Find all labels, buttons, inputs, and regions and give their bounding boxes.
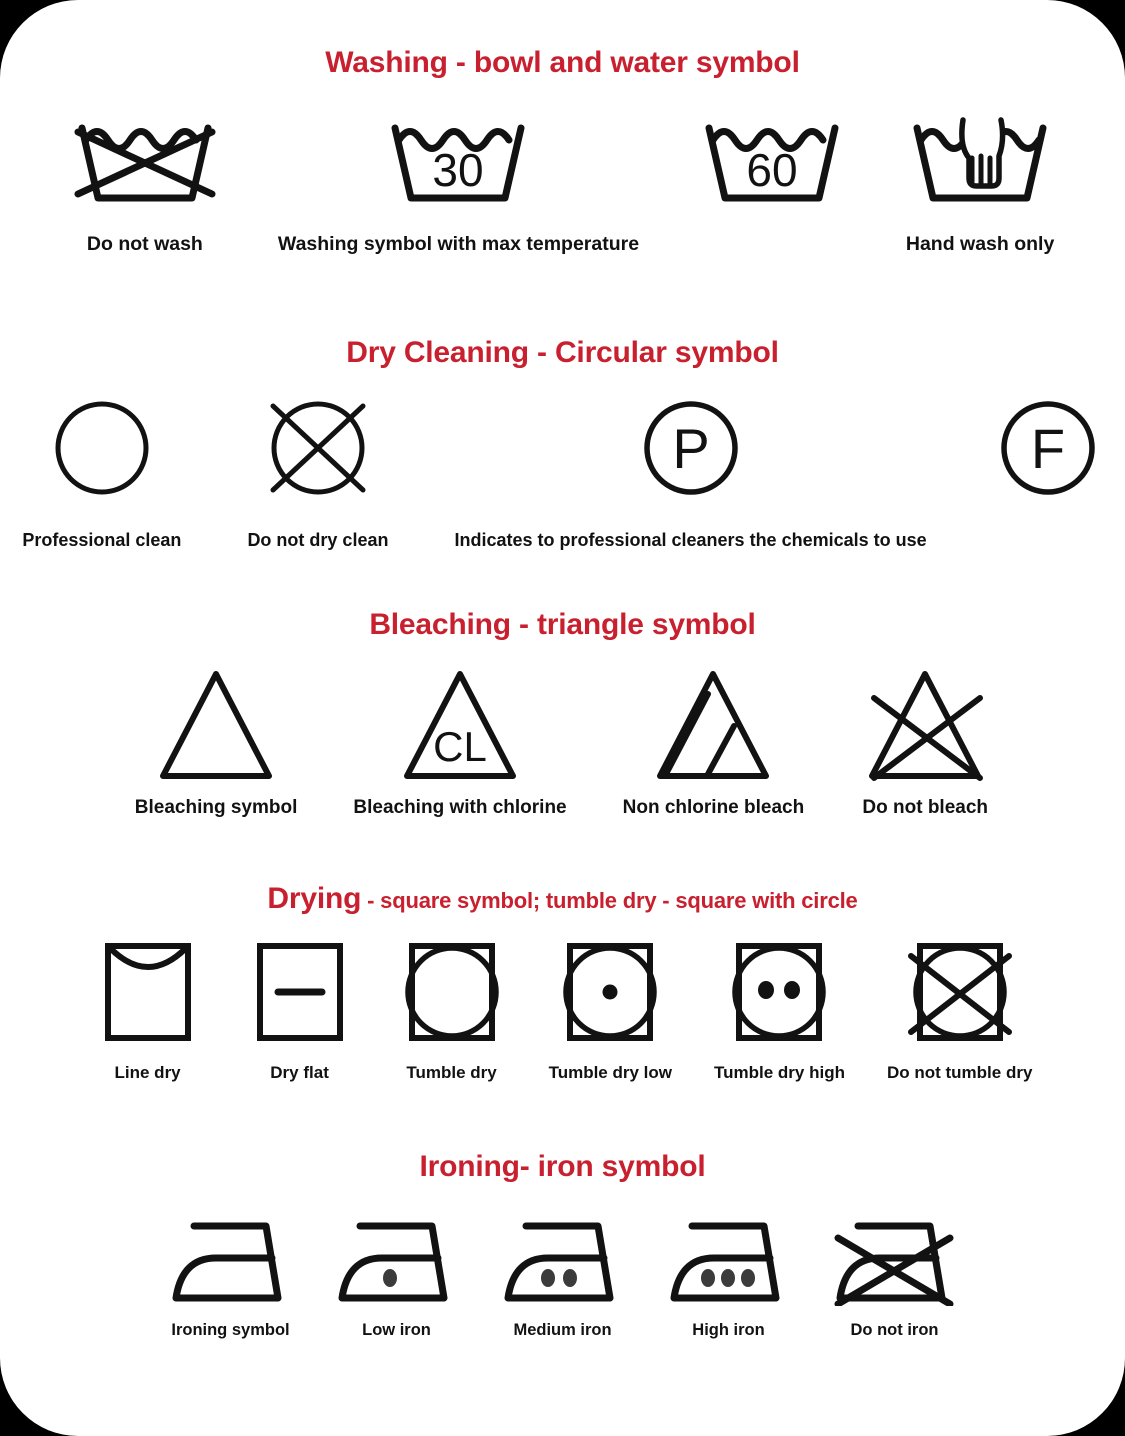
- symbol-caption: Professional clean: [22, 530, 182, 551]
- do-not-wash-icon: [70, 106, 220, 206]
- iron-high-icon: [664, 1214, 794, 1306]
- symbol-cell: [830, 1214, 960, 1339]
- symbol-cell: [93, 940, 203, 1082]
- symbol-caption: Hand wash only: [905, 233, 1055, 255]
- symbol-cell: [549, 940, 672, 1082]
- symbol-caption: Non chlorine bleach: [622, 797, 805, 819]
- symbol-cell: [353, 664, 566, 818]
- symbol-cell: [697, 106, 847, 234]
- symbol-cell: [905, 106, 1055, 254]
- iron-low-icon: [332, 1214, 462, 1306]
- section-title-drying: [0, 884, 1125, 914]
- symbol-cell: [135, 664, 298, 818]
- section-subtitle-text: - square symbol; tumble dry - square with circle: [361, 888, 858, 914]
- symbol-row-drycleaning: [0, 397, 1125, 550]
- do-not-dry-clean-icon: [263, 397, 373, 499]
- symbol-row-ironing: [0, 1214, 1125, 1339]
- line-dry-icon: [93, 940, 203, 1044]
- section-bleaching: [0, 550, 1125, 818]
- symbol-caption: Dry flat: [270, 1063, 329, 1083]
- dry-clean-code-value: F: [1030, 417, 1065, 481]
- do-not-tumble-dry-icon: [905, 940, 1015, 1044]
- symbol-cell: [454, 397, 926, 550]
- symbol-caption: Bleaching with chlorine: [353, 797, 567, 819]
- symbol-row-washing: [0, 106, 1125, 254]
- symbol-cell: [22, 397, 181, 550]
- symbol-cell: [887, 940, 1032, 1082]
- dry-clean-f-icon: [993, 397, 1103, 499]
- symbol-cell: [664, 1214, 794, 1339]
- tumble-dry-icon: [397, 940, 507, 1044]
- wash-60-icon: [697, 106, 847, 206]
- symbol-row-bleaching: [0, 664, 1125, 818]
- symbol-cell: [397, 940, 507, 1082]
- symbol-caption: Indicates to professional cleaners the chemicals to use: [454, 530, 927, 551]
- non-chlorine-bleach-icon: [648, 664, 778, 784]
- wash-temperature-value: 60: [746, 144, 798, 196]
- wash-30-icon: [383, 106, 533, 206]
- symbol-cell: [247, 397, 388, 550]
- symbol-caption: Do not wash: [86, 233, 203, 255]
- section-drying: [0, 818, 1125, 1082]
- hand-wash-icon: [905, 106, 1055, 206]
- bleach-chlorine-icon: [395, 664, 525, 784]
- symbol-caption: Do not iron: [850, 1321, 939, 1340]
- do-not-iron-icon: [830, 1214, 960, 1306]
- symbol-caption: Ironing symbol: [171, 1321, 290, 1340]
- symbol-caption: Line dry: [114, 1063, 181, 1083]
- symbol-row-drying: [0, 940, 1125, 1082]
- section-drycleaning: [0, 254, 1125, 550]
- section-title-text: Washing - bowl and water symbol: [325, 46, 800, 79]
- section-title-ironing: [0, 1152, 1125, 1182]
- symbol-caption: Tumble dry low: [548, 1063, 672, 1083]
- symbol-caption: Tumble dry: [406, 1063, 497, 1083]
- symbol-caption: High iron: [692, 1321, 765, 1340]
- symbol-caption: Medium iron: [513, 1321, 612, 1340]
- wash-temperature-value: 30: [432, 144, 485, 196]
- section-title-bleaching: [0, 610, 1125, 640]
- symbol-caption: Do not tumble dry: [886, 1063, 1033, 1083]
- symbol-cell: [714, 940, 845, 1082]
- section-title-text: Bleaching - triangle symbol: [369, 608, 756, 642]
- bleach-code-value: CL: [433, 723, 487, 771]
- section-title-text: Ironing- iron symbol: [419, 1150, 706, 1184]
- symbol-cell: [623, 664, 805, 818]
- symbol-caption: Do not bleach: [862, 797, 989, 819]
- symbol-caption: Washing symbol with max temperature: [277, 233, 640, 255]
- bleaching-triangle-icon: [151, 664, 281, 784]
- symbol-cell: [498, 1214, 628, 1339]
- symbol-cell: [860, 664, 990, 818]
- section-ironing: [0, 1082, 1125, 1339]
- iron-icon: [166, 1214, 296, 1306]
- symbol-caption: Tumble dry high: [714, 1063, 845, 1083]
- tumble-dry-high-icon: [724, 940, 834, 1044]
- symbol-caption: Do not dry clean: [247, 530, 389, 551]
- section-title-text: Dry Cleaning - Circular symbol: [346, 338, 779, 370]
- section-title-drycleaning: [0, 338, 1125, 369]
- section-title-text: Drying: [267, 882, 362, 916]
- symbol-caption: Low iron: [362, 1321, 431, 1340]
- symbol-caption: Bleaching symbol: [134, 797, 298, 819]
- symbol-cell: [245, 940, 355, 1082]
- symbol-cell: [278, 106, 639, 254]
- dry-clean-code-value: P: [671, 417, 710, 481]
- symbol-cell: [332, 1214, 462, 1339]
- dry-flat-icon: [245, 940, 355, 1044]
- symbol-cell: [166, 1214, 296, 1339]
- do-not-bleach-icon: [860, 664, 990, 784]
- tumble-dry-low-icon: [555, 940, 665, 1044]
- professional-clean-icon: [47, 397, 157, 499]
- dry-clean-p-icon: [636, 397, 746, 499]
- section-title-washing: [0, 48, 1125, 78]
- section-washing: [0, 0, 1125, 254]
- iron-medium-icon: [498, 1214, 628, 1306]
- symbol-cell: [993, 397, 1103, 531]
- symbol-cell: [70, 106, 220, 254]
